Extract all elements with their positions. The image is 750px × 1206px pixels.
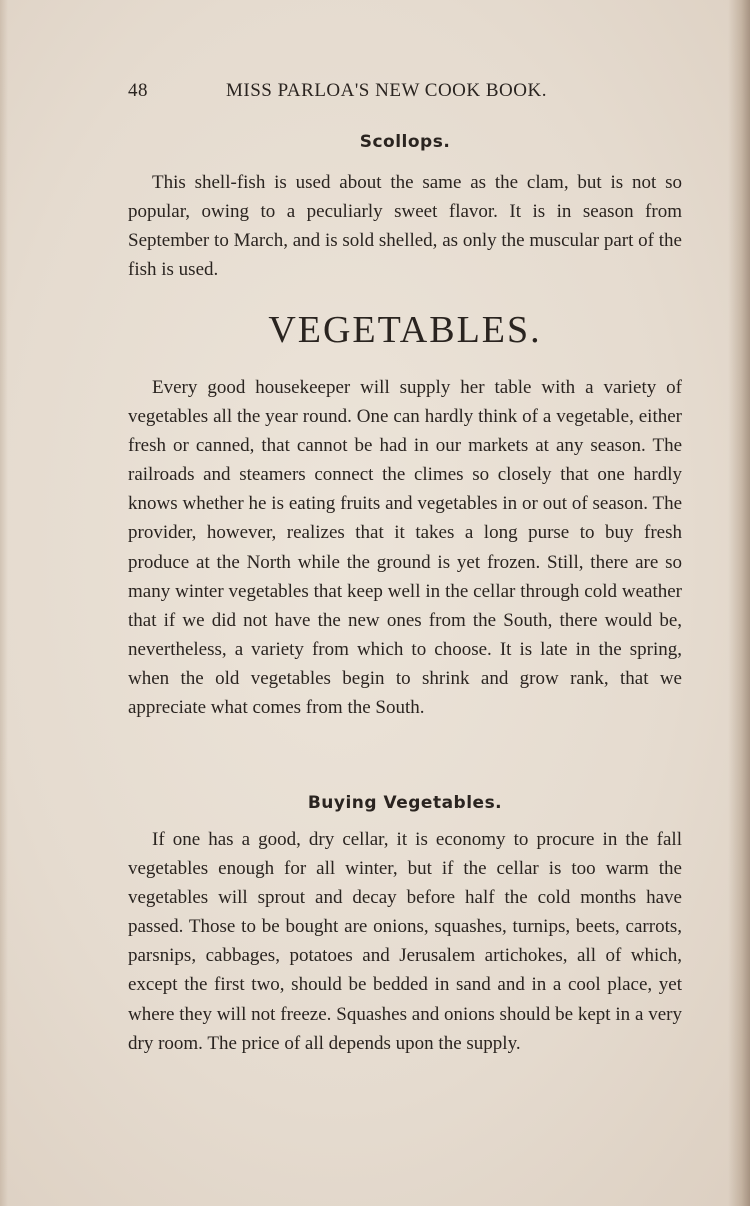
page-number: 48 xyxy=(128,80,148,101)
chapter-title: VEGETABLES. xyxy=(268,309,542,351)
book-title: MISS PARLOA'S NEW COOK BOOK. xyxy=(226,80,547,101)
scollops-paragraph: This shell-fish is used about the same as the clam, but is not so popular, owing to a peculiarly sweet flavor. It is in season from September to March, and is sold shelled, as only the muscular part of the fish is used. xyxy=(128,172,682,281)
scollops-heading: Scollops. xyxy=(359,132,451,152)
running-head xyxy=(128,80,588,108)
buying-vegetables-heading: Buying Vegetables. xyxy=(307,793,503,813)
page-right-edge-shadow xyxy=(728,0,750,1206)
buying-vegetables-paragraph: If one has a good, dry cellar, it is economy to procure in the fall vegetables enough for all winter, but if the cellar is too warm the vegetables will sprout and decay before half the cold months have passed. Those to be bought are onions, squashes, turnips, beets, carrots, parsnips, cabbages, potatoes and Jerusalem artichokes, all of which, except the first two, should be bedded in sand and in a cool place, yet where they will not freeze. Squashes and onions should be kept in a very dry room. The price of all depends upon the supply. xyxy=(128,829,682,1054)
page-left-edge-shadow xyxy=(0,0,8,1206)
vegetables-paragraph: Every good housekeeper will supply her table with a variety of vegetables all the year round. One can hardly think of a vegetable, either fresh or canned, that cannot be had in our markets at any season. The railroads and steamers connect the climes so closely that one hardly knows whether he is eating fruits and vegetables in or out of season. The provider, however, realizes that it takes a long purse to buy fresh produce at the North while the ground is yet frozen. Still, there are so many winter vegetables that keep well in the cellar through cold weather that if we did not have the new ones from the South, there would be, nevertheless, a variety from which to choose. It is late in the spring, when the old vegetables begin to shrink and grow rank, that we appreciate what comes from the South. xyxy=(128,377,682,719)
